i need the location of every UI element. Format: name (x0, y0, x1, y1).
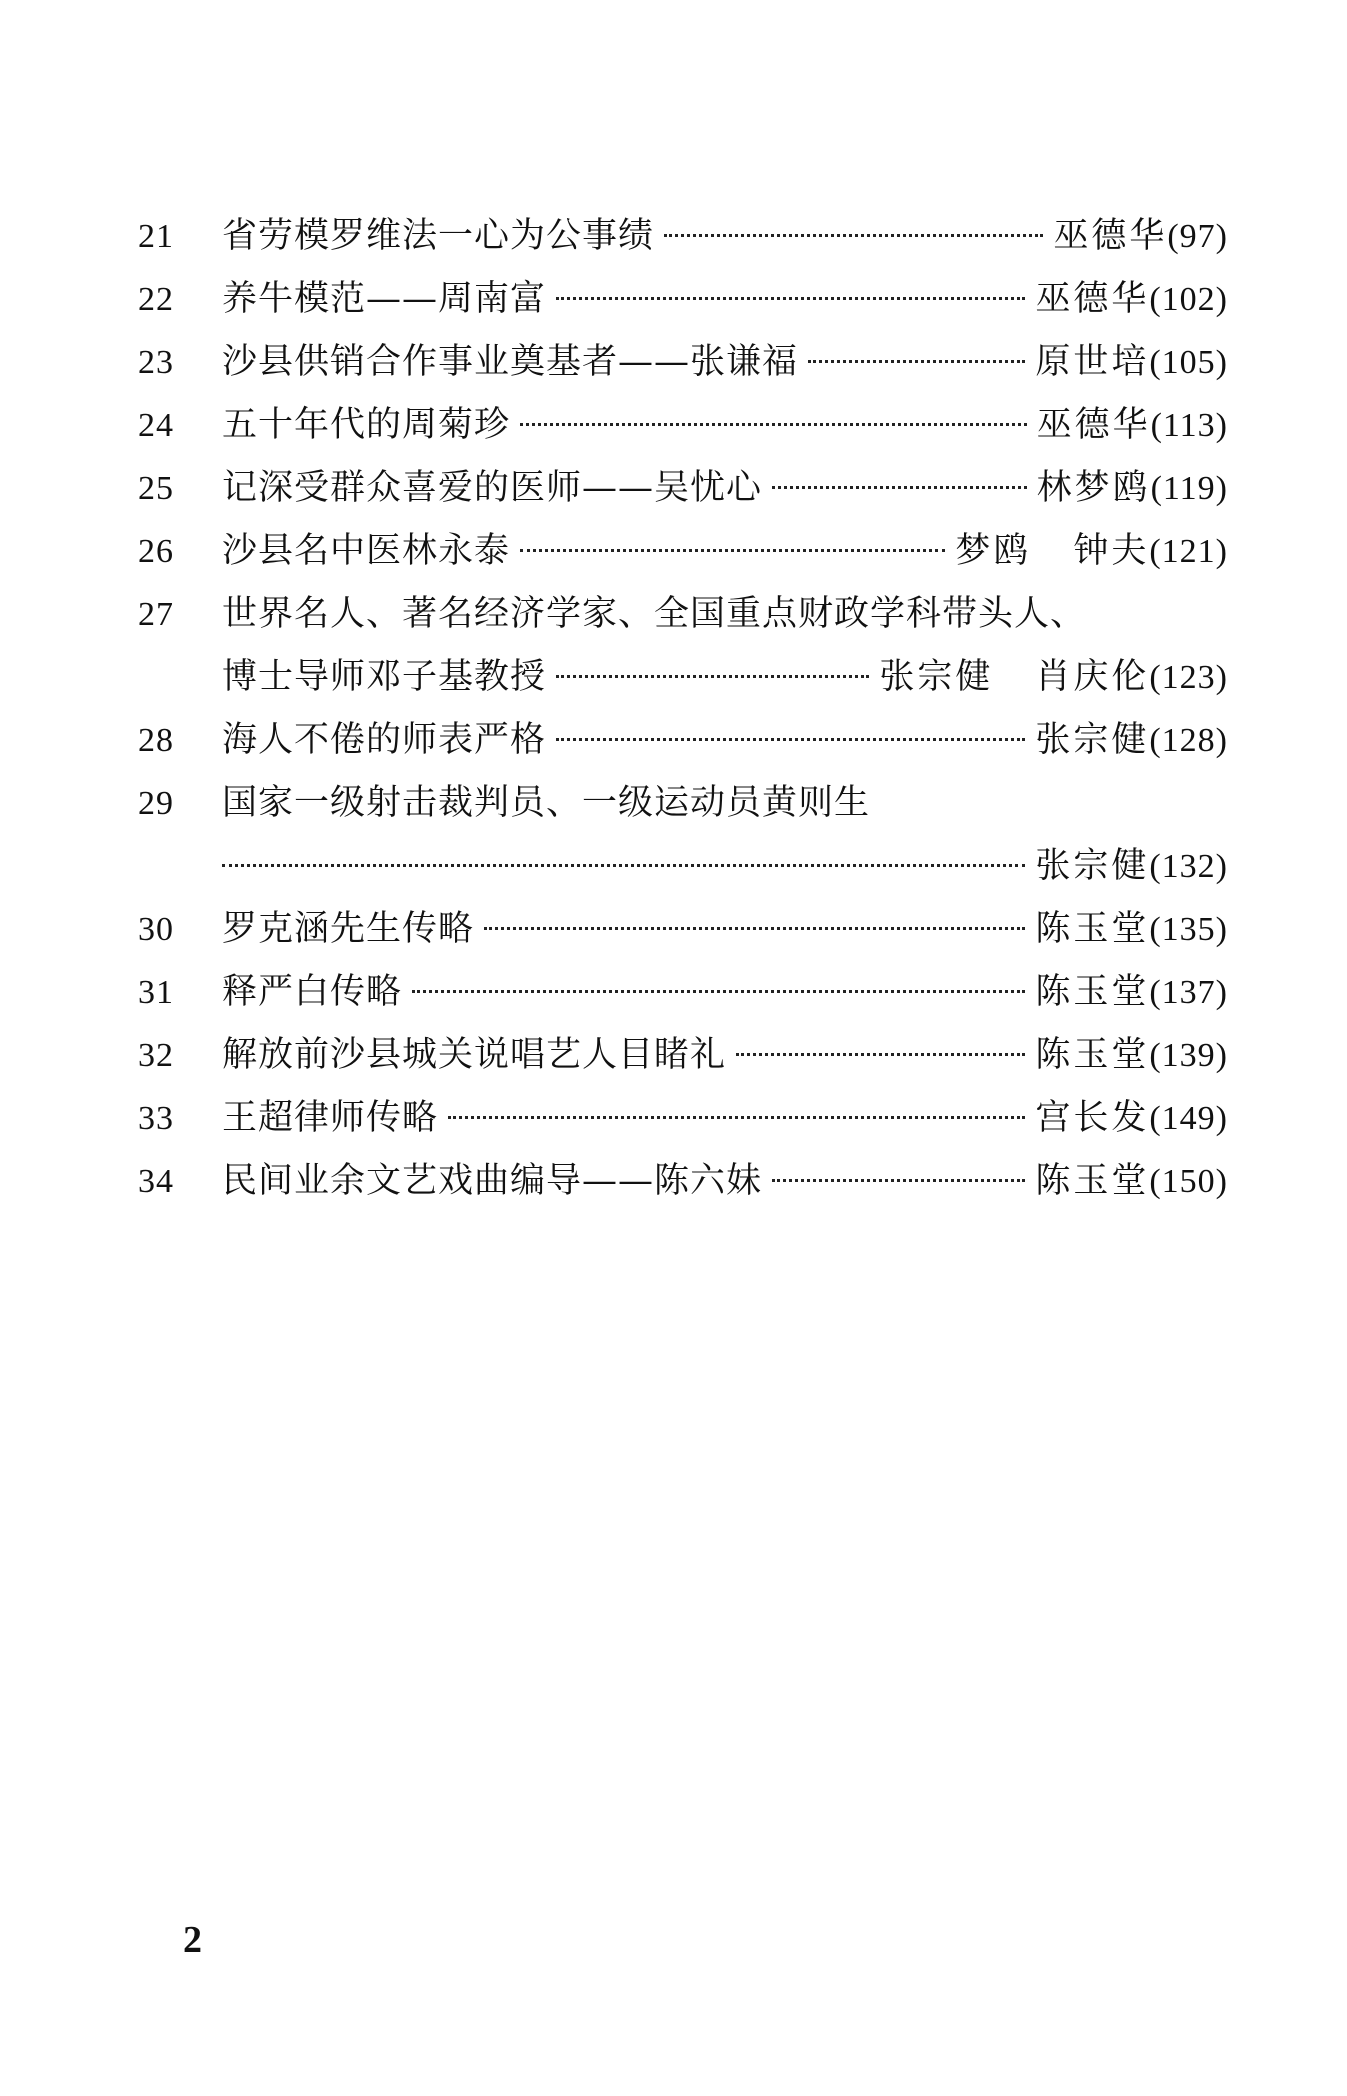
entry-page: (119) (1150, 470, 1228, 507)
entry-page: (149) (1149, 1100, 1228, 1137)
entry-page: (139) (1149, 1037, 1228, 1074)
toc-entry-24[interactable] (138, 394, 1228, 457)
entry-title: 国家一级射击裁判员、一级运动员黄则生 (222, 783, 871, 823)
entry-title: 民间业余文艺戏曲编导——陈六妹 (222, 1161, 763, 1201)
entry-page: (113) (1150, 407, 1228, 444)
entry-number: 23 (138, 344, 174, 381)
entry-title: 罗克涵先生传略 (222, 909, 475, 949)
dot-leader (772, 486, 1027, 489)
entry-author: 张宗健 (879, 657, 994, 697)
entry-number: 29 (138, 785, 174, 822)
entry-title: 五十年代的周菊珍 (222, 405, 511, 445)
entry-author: 林梦鸥 (1036, 468, 1151, 508)
entry-page: (137) (1149, 974, 1228, 1011)
entry-author: 张宗健 (1035, 846, 1150, 886)
entry-title: 养牛模范——周南富 (222, 279, 547, 319)
toc-entry-32[interactable] (138, 1024, 1228, 1087)
dot-leader (556, 738, 1025, 741)
toc-entry-27[interactable] (138, 583, 1228, 646)
dot-leader (448, 1116, 1025, 1119)
entry-author: 梦鸥 (955, 531, 1032, 571)
dot-leader (520, 549, 945, 552)
toc-entry-22[interactable] (138, 268, 1228, 331)
entry-number: 34 (138, 1163, 174, 1200)
entry-number: 22 (138, 281, 174, 318)
entry-number: 30 (138, 911, 174, 948)
entry-page: (97) (1167, 218, 1228, 255)
page-number: 2 (183, 1919, 202, 1961)
entry-title: 海人不倦的师表严格 (222, 720, 547, 760)
entry-number: 27 (138, 596, 174, 633)
entry-author: 陈玉堂 (1035, 972, 1150, 1012)
entry-page: (135) (1149, 911, 1228, 948)
dot-leader (520, 423, 1027, 426)
entry-author: 肖庆伦 (1035, 657, 1150, 697)
toc-entry-29-continued[interactable] (138, 835, 1228, 898)
dot-leader (556, 297, 1025, 300)
toc-entry-34[interactable] (138, 1150, 1228, 1213)
dot-leader (556, 675, 869, 678)
entry-title: 王超律师传略 (222, 1098, 439, 1138)
entry-title: 记深受群众喜爱的医师——吴忧心 (222, 468, 763, 508)
entry-title: 释严白传略 (222, 972, 403, 1012)
entry-author: 原世培 (1035, 342, 1150, 382)
entry-title: 解放前沙县城关说唱艺人目睹礼 (222, 1035, 727, 1075)
entry-number: 24 (138, 407, 174, 444)
entry-title: 沙县供销合作事业奠基者——张谦福 (222, 342, 799, 382)
dot-leader (736, 1053, 1025, 1056)
entry-author: 陈玉堂 (1035, 1161, 1150, 1201)
entry-page: (150) (1149, 1163, 1228, 1200)
entry-number: 25 (138, 470, 174, 507)
entry-page: (105) (1149, 344, 1228, 381)
entry-author: 巫德华 (1036, 405, 1151, 445)
toc-entry-27-continued[interactable] (138, 646, 1228, 709)
toc-entry-30[interactable] (138, 898, 1228, 961)
entry-author: 张宗健 (1035, 720, 1150, 760)
dot-leader (772, 1179, 1025, 1182)
entry-page: (128) (1149, 722, 1228, 759)
entry-author: 巫德华 (1053, 216, 1168, 256)
dot-leader (222, 864, 1025, 867)
toc-entry-23[interactable] (138, 331, 1228, 394)
entry-number: 31 (138, 974, 174, 1011)
entry-author: 陈玉堂 (1035, 909, 1150, 949)
dot-leader (664, 234, 1043, 237)
toc-entry-28[interactable] (138, 709, 1228, 772)
entry-page: (102) (1149, 281, 1228, 318)
toc-entry-25[interactable] (138, 457, 1228, 520)
toc-entry-33[interactable] (138, 1087, 1228, 1150)
table-of-contents (138, 205, 1228, 1213)
entry-title: 世界名人、著名经济学家、全国重点财政学科带头人、 (222, 594, 1087, 634)
entry-number: 21 (138, 218, 174, 255)
entry-number: 33 (138, 1100, 174, 1137)
entry-number: 28 (138, 722, 174, 759)
entry-title: 沙县名中医林永泰 (222, 531, 511, 571)
toc-entry-21[interactable] (138, 205, 1228, 268)
entry-number: 26 (138, 533, 174, 570)
entry-author: 巫德华 (1035, 279, 1150, 319)
entry-page: (132) (1149, 848, 1228, 885)
toc-entry-29[interactable] (138, 772, 1228, 835)
entry-author: 钟夫 (1073, 531, 1150, 571)
entry-title: 省劳模罗维法一心为公事绩 (222, 216, 655, 256)
dot-leader (484, 927, 1025, 930)
entry-title-continued: 博士导师邓子基教授 (222, 657, 547, 697)
dot-leader (808, 360, 1025, 363)
toc-entry-26[interactable] (138, 520, 1228, 583)
entry-page: (123) (1149, 659, 1228, 696)
entry-author: 宫长发 (1035, 1098, 1150, 1138)
entry-author: 陈玉堂 (1035, 1035, 1150, 1075)
entry-page: (121) (1149, 533, 1228, 570)
toc-entry-31[interactable] (138, 961, 1228, 1024)
dot-leader (412, 990, 1025, 993)
entry-number: 32 (138, 1037, 174, 1074)
